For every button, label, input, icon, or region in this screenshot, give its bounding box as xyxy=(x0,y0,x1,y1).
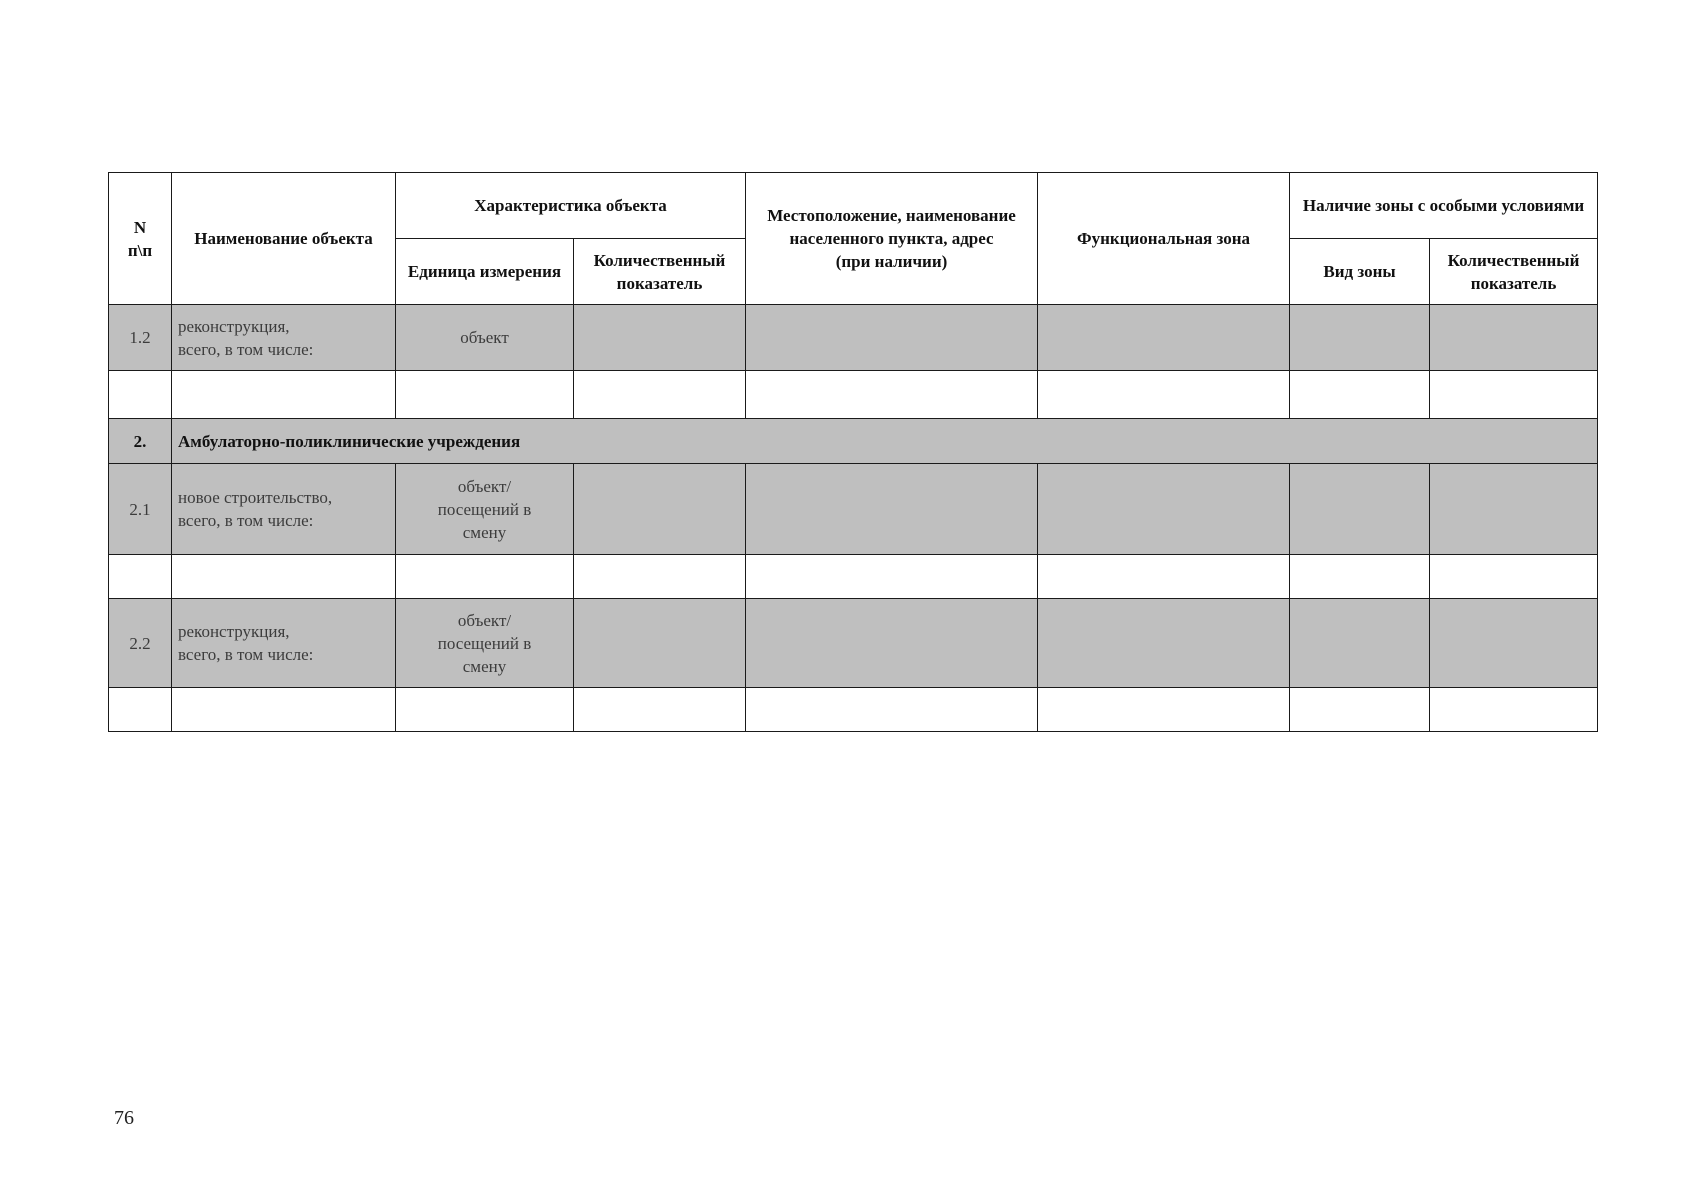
table-row xyxy=(109,464,1598,555)
row-quantity xyxy=(574,305,746,371)
row-number: 2.2 xyxy=(109,599,172,688)
row-zone-quantity xyxy=(1430,305,1598,371)
row-number: 2.1 xyxy=(109,464,172,555)
section-row xyxy=(109,419,1598,464)
header-zone-quantity: Количественный показатель xyxy=(1430,239,1598,305)
row-name: реконструкция, всего, в том числе: xyxy=(172,305,396,371)
row-quantity xyxy=(574,599,746,688)
header-special-zone: Наличие зоны с особыми условиями xyxy=(1290,173,1598,239)
header-characteristics: Характеристика объекта xyxy=(396,173,746,239)
row-location xyxy=(746,464,1038,555)
row-location xyxy=(746,305,1038,371)
header-num: N п\п xyxy=(109,173,172,305)
row-zone-type xyxy=(1290,599,1430,688)
row-unit: объект xyxy=(396,305,574,371)
row-quantity xyxy=(574,464,746,555)
row-functional-zone xyxy=(1038,464,1290,555)
row-functional-zone xyxy=(1038,599,1290,688)
row-unit: объект/ посещений в смену xyxy=(396,599,574,688)
table-row xyxy=(109,688,1598,732)
row-number: 1.2 xyxy=(109,305,172,371)
row-location xyxy=(746,599,1038,688)
row-functional-zone xyxy=(1038,305,1290,371)
header-zone-type: Вид зоны xyxy=(1290,239,1430,305)
section-title: Амбулаторно-поликлинические учреждения xyxy=(172,419,1598,464)
table-row xyxy=(109,371,1598,419)
row-zone-quantity xyxy=(1430,599,1598,688)
row-name: реконструкция, всего, в том числе: xyxy=(172,599,396,688)
header-unit: Единица измерения xyxy=(396,239,574,305)
header-row-1 xyxy=(109,173,1598,239)
row-zone-type xyxy=(1290,464,1430,555)
header-name: Наименование объекта xyxy=(172,173,396,305)
header-quantity: Количественный показатель xyxy=(574,239,746,305)
row-unit: объект/ посещений в смену xyxy=(396,464,574,555)
header-functional-zone: Функциональная зона xyxy=(1038,173,1290,305)
table-row xyxy=(109,555,1598,599)
row-zone-type xyxy=(1290,305,1430,371)
section-number: 2. xyxy=(109,419,172,464)
objects-table xyxy=(108,172,1598,732)
page-number: 76 xyxy=(114,1107,134,1129)
header-location: Местоположение, наименование населенного пункта, адрес (при наличии) xyxy=(746,173,1038,305)
row-zone-quantity xyxy=(1430,464,1598,555)
table-row xyxy=(109,305,1598,371)
row-name: новое строительство, всего, в том числе: xyxy=(172,464,396,555)
table-row xyxy=(109,599,1598,688)
